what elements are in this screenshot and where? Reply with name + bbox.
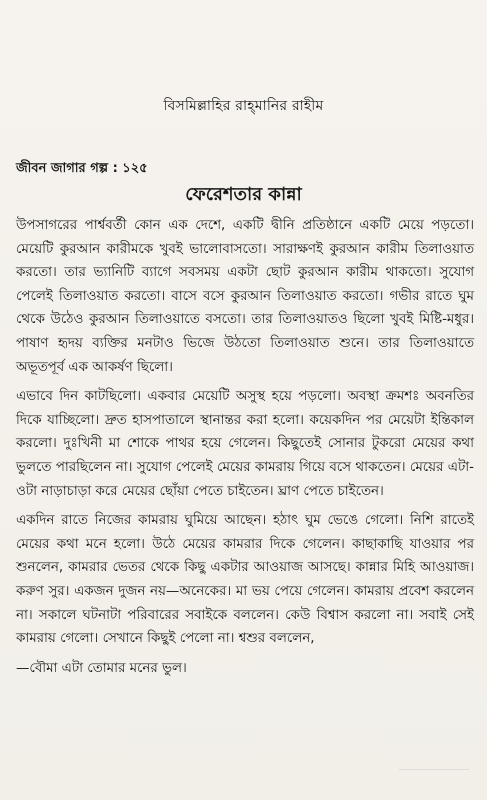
story-title: ফেরেশতার কান্না: [185, 184, 302, 205]
paragraph-3: একদিন রাতে নিজের কামরায় ঘুমিয়ে আছেন। হঠাৎ ঘুম ভেঙে গেলো। নিশি রাতেই মেয়ের কথা মনে হলো। উঠে মেয়ের কামরার দিকে গেলেন। কাছাকাছি যাওয়ার পর শুনলেন, কামরার ভেতর থেকে কিছু একটার আওয়াজ আসছে। কান্নার মিহি আওয়াজ। করুণ সুর। একজন দুজন নয়—অনেকের। মা ভয় পেয়ে গেলেন। কামরায় প্রবেশ করলেন না। সকালে ঘটনাটা পরিবারের সবাইকে বললেন। কেউ বিশ্বাস করলো না। সবাই সেই কামরায় গেলো। সেখানে কিছুই পেলো না। শ্বশুর বললেন,: [16, 513, 474, 647]
paragraph-2: এভাবে দিন কাটছিলো। একবার মেয়েটি অসুস্থ হয়ে পড়লো। অবস্থা ক্রমশঃ অবনতির দিকে যাচ্ছিলো। দ্রুত হাসপাতালে স্থানান্তর করা হলো। কয়েকদিন পর মেয়েটা ইন্তিকাল করলো। দুঃখিনী মা শোকে পাথর হয়ে গেলেন। কিছুতেই সোনার টুকরো মেয়ের কথা ভুলতে পারছিলেন না। সুযোগ পেলেই মেয়ের কামরায় গিয়ে বসে থাকতেন। মেয়ের এটা-ওটা নাড়াচাড়া করে মেয়ের ছোঁয়া পেতে চাইতেন। ঘ্রাণ পেতে চাইতেন।: [16, 389, 474, 499]
paragraph-4: —বৌমা এটা তোমার মনের ভুল।: [16, 660, 187, 676]
paragraph-1: উপসাগরের পার্শ্ববর্তী কোন এক দেশে, একটি দ্বীনি প্রতিষ্ঠানে একটি মেয়ে পড়তো। মেয়েটি কুরআন কারীমকে খুবই ভালোবাসতো। সারাক্ষণই কুরআন কারীম তিলাওয়াত করতো। তার ভ্যানিটি ব্যাগে সবসময় একটা ছোট কুরআন কারীম থাকতো। সুযোগ পেলেই তিলাওয়াত করতো। বাসে বসে কুরআন তিলাওয়াত করতো। গভীর রাতে ঘুম থেকে উঠেও কুরআন তিলাওয়াতে বসতো। তার তিলাওয়াতও ছিলো খুবই মিষ্টি-মধুর। পাষাণ হৃদয় ব্যক্তির মনটাও ভিজে উঠতো তিলাওয়াত শুনে। তার তিলাওয়াতে অভূতপূর্ব এক আকর্ষণ ছিলো।: [16, 218, 474, 375]
story-body: [16, 214, 474, 680]
series-label: জীবন জাগার গল্প : ১২৫: [16, 161, 148, 176]
faint-bleed-through-mark: [399, 769, 469, 782]
bismillah-heading: বিসমিল্লাহির রাহ্‌মানির রাহীম: [163, 98, 324, 114]
